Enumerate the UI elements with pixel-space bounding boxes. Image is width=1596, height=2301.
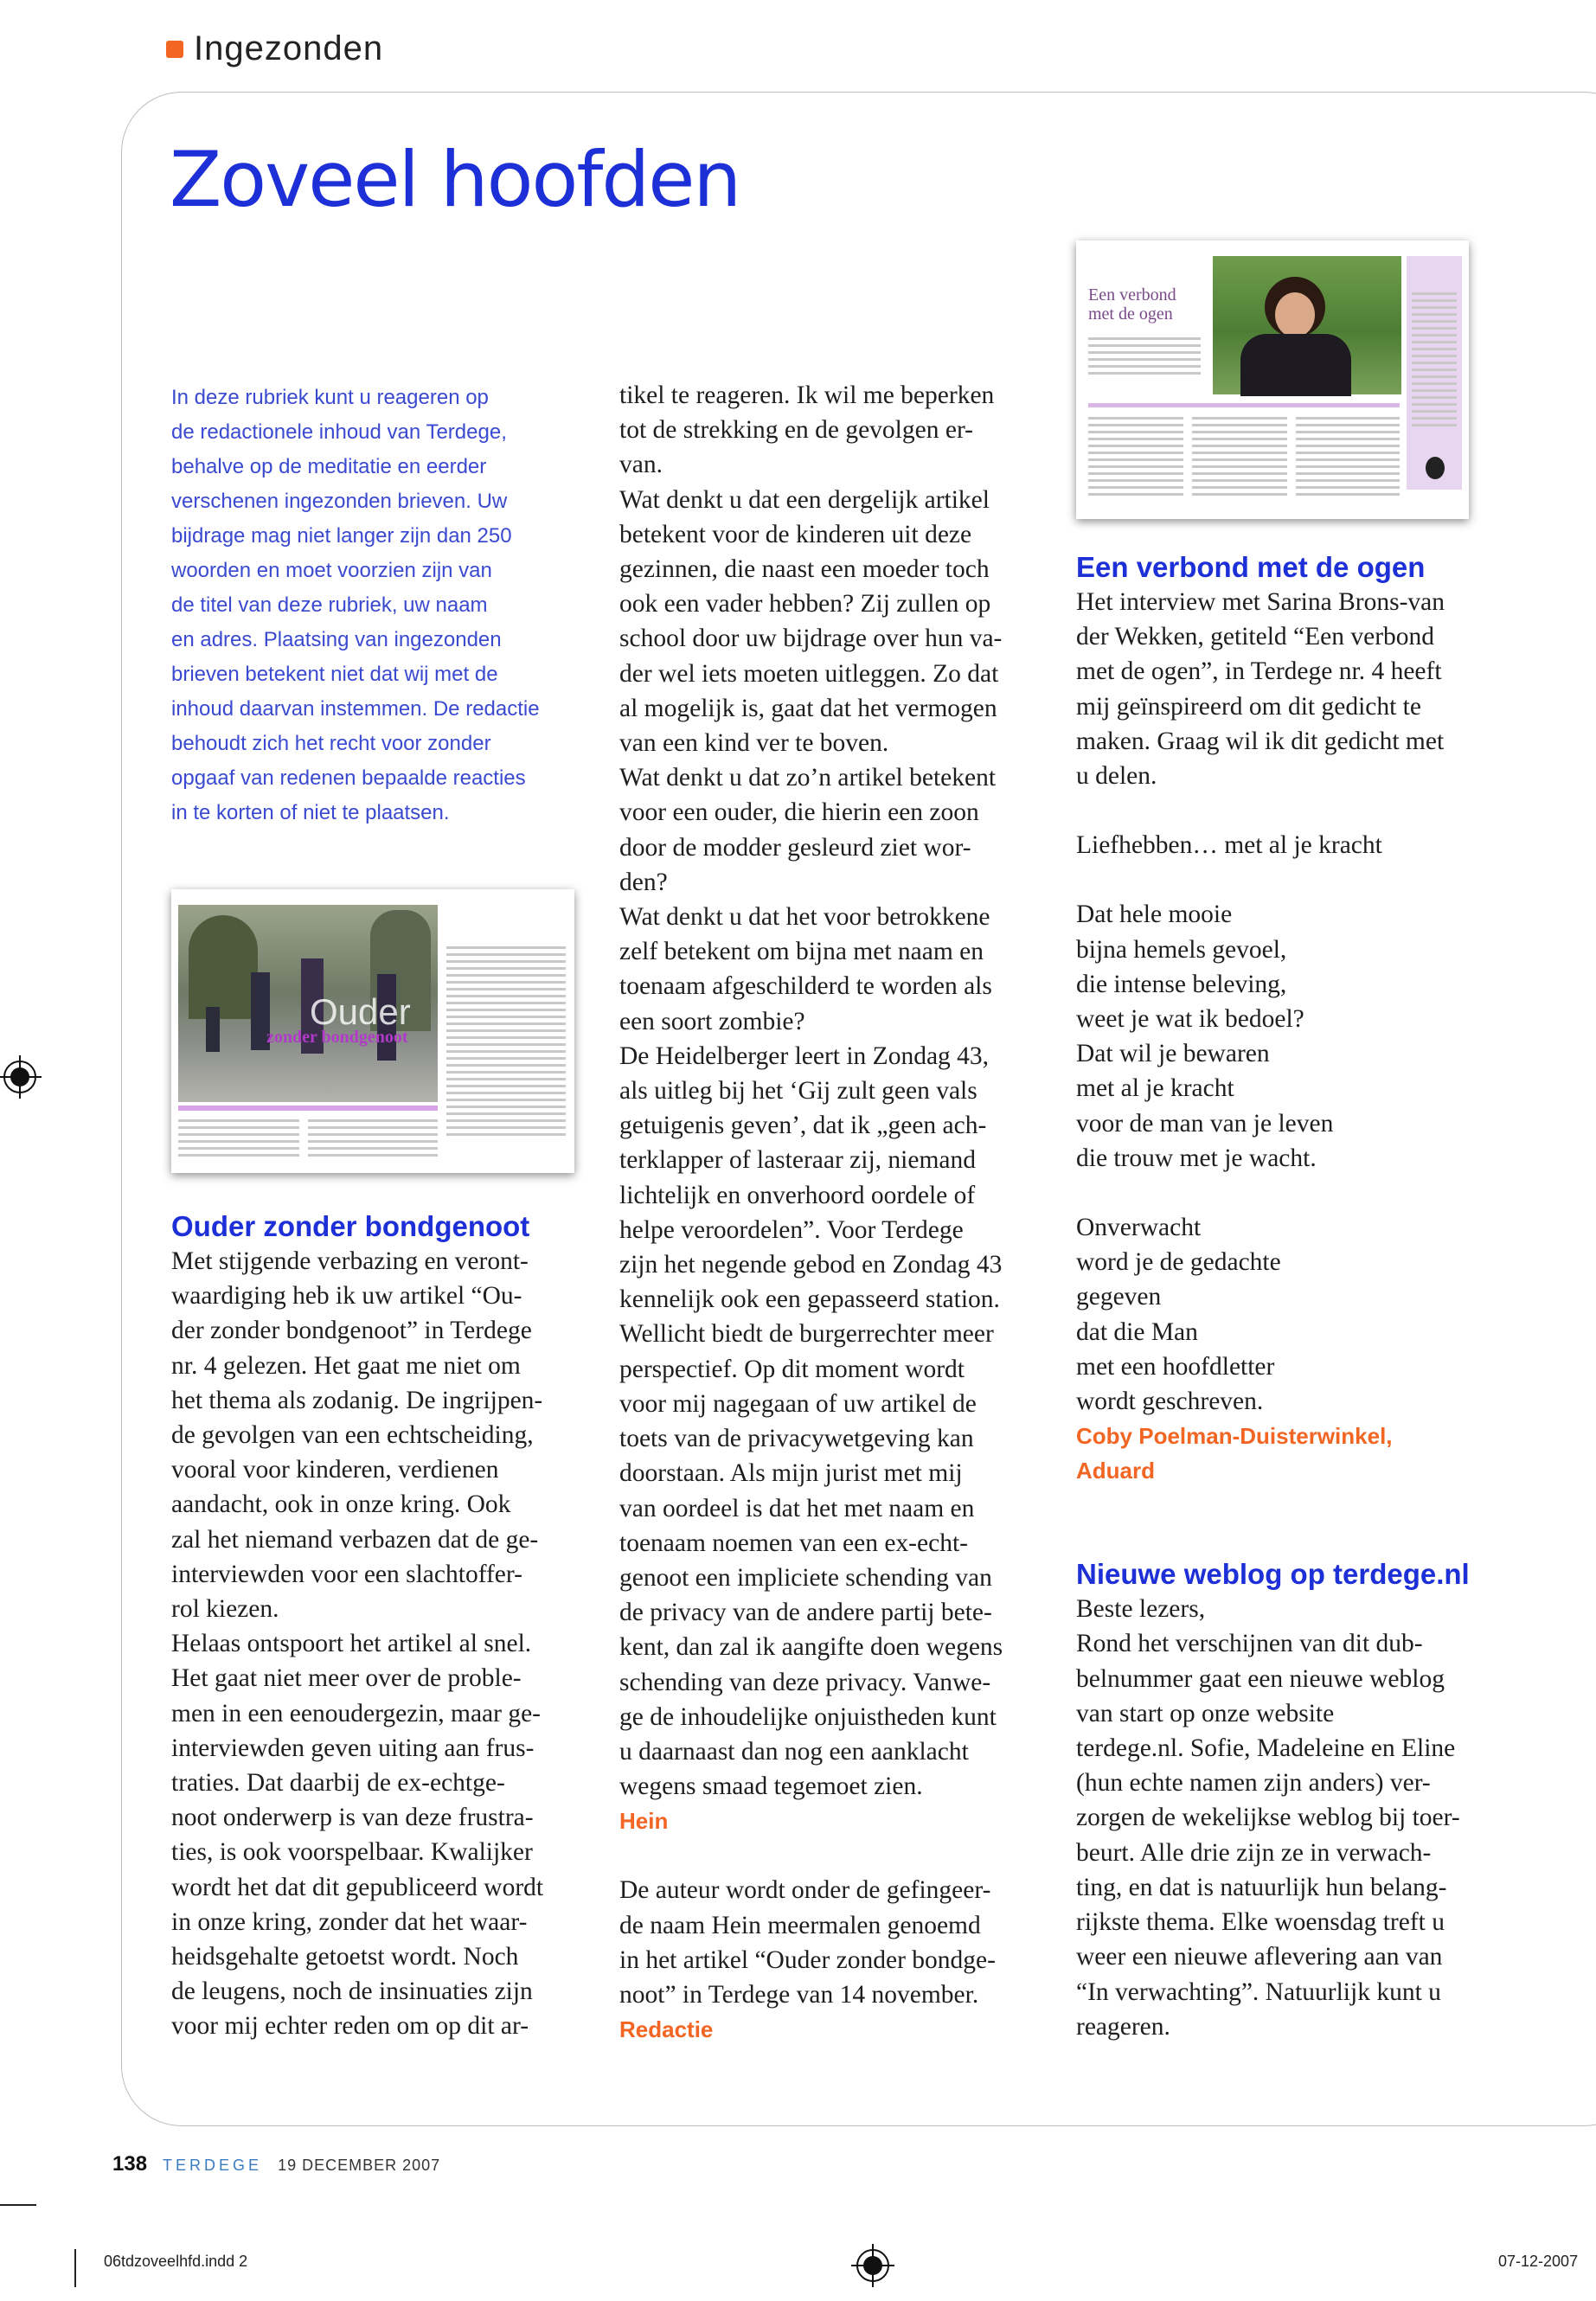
- body-line: Het gaat niet meer over de proble-: [171, 1664, 522, 1693]
- body-line: reageren.: [1076, 2012, 1170, 2041]
- page-title: Zoveel hoofden: [170, 135, 740, 224]
- body-line: maken. Graag wil ik dit gedicht met: [1076, 727, 1445, 755]
- intro-line: verschenen ingezonden brieven. Uw: [171, 490, 508, 513]
- letter1-body-part1: [171, 1244, 586, 2044]
- poem-line: word je de gedachte: [1076, 1248, 1281, 1277]
- note-line: in het artikel “Ouder zonder bondge-: [619, 1945, 996, 1974]
- body-line: van een kind ver te boven.: [619, 729, 889, 758]
- body-line: schending van deze privacy. Vanwe-: [619, 1668, 991, 1696]
- letter3-body: [1076, 1592, 1526, 2044]
- body-line: terklapper of lasteraar zij, niemand: [619, 1146, 976, 1175]
- body-line: ge de inhoudelijke onjuistheden kunt: [619, 1702, 997, 1731]
- signature-line: Coby Poelman-Duisterwinkel,: [1076, 1423, 1393, 1450]
- intro-line: behalve op de meditatie en eerder: [171, 455, 487, 478]
- intro-line: woorden en moet voorzien zijn van: [171, 559, 492, 582]
- body-line: aandacht, ook in onze kring. Ook: [171, 1490, 511, 1519]
- body-line: getuigenis geven’, dat ik „geen ach-: [619, 1112, 987, 1140]
- body-line: Wat denkt u dat het voor betrokkene: [619, 903, 990, 932]
- poem-stanza-1: [1076, 897, 1526, 1176]
- body-line: kent, dan zal ik aangifte doen wegens: [619, 1633, 1003, 1662]
- body-line: zorgen de wekelijkse weblog bij toer-: [1076, 1804, 1460, 1832]
- body-line: Beste lezers,: [1076, 1595, 1206, 1624]
- body-line: de leugens, noch de insinuaties zijn: [171, 1977, 533, 2006]
- body-line: toenaam afgeschilderd te worden als: [619, 972, 992, 1001]
- body-line: ook een vader hebben? Zij zullen op: [619, 590, 991, 619]
- poem-line: bijna hemels gevoel,: [1076, 935, 1287, 964]
- column3: [1076, 550, 1526, 2044]
- body-line: wegens smaad tegemoet zien.: [619, 1772, 923, 1801]
- body-line: ting, en dat is natuurlijk hun belang-: [1076, 1873, 1447, 1901]
- note-line: De auteur wordt onder de gefingeer-: [619, 1876, 991, 1905]
- body-line: met de ogen”, in Terdege nr. 4 heeft: [1076, 657, 1442, 686]
- letter1-heading: Ouder zonder bondgenoot: [171, 1210, 530, 1242]
- letter2-signature: [1076, 1419, 1526, 1488]
- page-number: 138: [112, 2152, 148, 2176]
- body-line: (hun echte namen zijn anders) ver-: [1076, 1769, 1431, 1798]
- letter2-body: [1076, 585, 1526, 793]
- poem-title: Liefhebben… met al je kracht: [1076, 831, 1382, 860]
- body-line: interviewden geven uiting aan frus-: [171, 1734, 535, 1762]
- body-line: wordt het dat dit gepubliceerd wordt: [171, 1873, 544, 1901]
- body-line: zelf betekent om bijna met naam en: [619, 938, 984, 966]
- body-line: nr. 4 gelezen. Het gaat me niet om: [171, 1351, 521, 1380]
- body-line: men in een eenoudergezin, maar ge-: [171, 1699, 542, 1727]
- section-label: [166, 29, 383, 68]
- body-line: kennelijk ook een gepasseerd station.: [619, 1285, 1000, 1314]
- letter1-body-part2: [619, 378, 1052, 1804]
- poem-stanza-2: [1076, 1210, 1526, 1419]
- letter3-heading: Nieuwe weblog op terdege.nl: [1076, 1558, 1470, 1591]
- poem-line: gegeven: [1076, 1283, 1162, 1311]
- intro-line: behoudt zich het recht voor zonder: [171, 732, 491, 755]
- thumb-title-word: Ouder: [310, 991, 411, 1032]
- body-line: terdege.nl. Sofie, Madeleine en Eline: [1076, 1734, 1456, 1763]
- editor-note: [619, 1873, 1052, 2012]
- body-line: Rond het verschijnen van dit dub-: [1076, 1630, 1423, 1658]
- poem-line: wordt geschreven.: [1076, 1388, 1264, 1416]
- thumb-subtitle: zonder bondgenoot: [266, 1028, 408, 1047]
- body-line: interviewden voor een slachtoffer-: [171, 1560, 522, 1588]
- body-line: van oordeel is dat het met naam en: [619, 1494, 975, 1522]
- body-line: tikel te reageren. Ik wil me beperken: [619, 381, 995, 409]
- body-line: beurt. Alle drie zijn ze in verwach-: [1076, 1838, 1432, 1867]
- body-line: al mogelijk is, gaat dat het vermogen: [619, 694, 997, 722]
- body-line: gezinnen, die naast een moeder toch: [619, 555, 990, 584]
- body-line: belnummer gaat een nieuwe weblog: [1076, 1664, 1445, 1693]
- body-line: helpe veroordelen”. Voor Terdege: [619, 1215, 964, 1244]
- body-line: u delen.: [1076, 762, 1157, 791]
- section-marker-icon: [166, 41, 183, 58]
- poem-line: weet je wat ik bedoel?: [1076, 1005, 1304, 1034]
- slug-date: 07-12-2007: [1498, 2253, 1579, 2270]
- body-line: traties. Dat daarbij de ex-echtge-: [171, 1769, 505, 1798]
- body-line: weer een nieuwe aflevering aan van: [1076, 1943, 1443, 1971]
- intro-line: in te korten of niet te plaatsen.: [171, 801, 450, 824]
- editor-note-signature: Redactie: [619, 2016, 714, 2043]
- body-line: “In verwachting”. Natuurlijk kunt u: [1076, 1977, 1441, 2006]
- letter1-column2: [619, 378, 1052, 2047]
- slug-filename: 06tdzoveelhfd.indd 2: [104, 2253, 248, 2270]
- poem-line: met een hoofdletter: [1076, 1352, 1275, 1381]
- poem-line: Dat wil je bewaren: [1076, 1040, 1270, 1068]
- body-line: der wel iets moeten uitleggen. Zo dat: [619, 659, 999, 688]
- body-line: perspectief. Op dit moment wordt: [619, 1355, 965, 1383]
- body-line: heidsgehalte getoetst wordt. Noch: [171, 1943, 519, 1971]
- poem-line: Dat hele mooie: [1076, 901, 1233, 929]
- body-line: vooral voor kinderen, verdienen: [171, 1456, 499, 1484]
- body-line: zal het niemand verbazen dat de ge-: [171, 1525, 539, 1554]
- body-line: als uitleg bij het ‘Gij zult geen vals: [619, 1077, 977, 1106]
- body-line: een soort zombie?: [619, 1007, 805, 1035]
- body-line: voor mij nagegaan of uw artikel de: [619, 1389, 977, 1418]
- page-footer: [112, 2152, 440, 2176]
- body-line: lichtelijk en onverhoord oordele of: [619, 1181, 976, 1209]
- body-line: het thema als zodanig. De ingrijpen-: [171, 1386, 543, 1414]
- body-line: ties, is ook voorspelbaar. Kwalijker: [171, 1838, 533, 1867]
- body-line: den?: [619, 868, 668, 896]
- signature-line: Aduard: [1076, 1458, 1155, 1484]
- section-label-text: Ingezonden: [194, 29, 384, 67]
- body-line: noot onderwerp is van deze frustra-: [171, 1804, 534, 1832]
- body-line: rijkste thema. Elke woensdag treft u: [1076, 1908, 1445, 1937]
- body-line: der Wekken, getiteld “Een verbond: [1076, 623, 1435, 651]
- intro-line: bijdrage mag niet langer zijn dan 250: [171, 524, 512, 548]
- intro-line: inhoud daarvan instemmen. De redactie: [171, 697, 540, 721]
- body-line: rol kiezen.: [171, 1595, 279, 1624]
- intro-line: de redactionele inhoud van Terdege,: [171, 420, 507, 444]
- poem-line: voor de man van je leven: [1076, 1109, 1334, 1138]
- registration-mark-icon: [3, 1061, 36, 1093]
- body-line: u daarnaast dan nog een aanklacht: [619, 1737, 969, 1766]
- letter2-heading: Een verbond met de ogen: [1076, 551, 1426, 583]
- body-line: zijn het negende gebod en Zondag 43: [619, 1251, 1003, 1279]
- letter1-column1: [171, 1209, 586, 2044]
- note-line: noot” in Terdege van 14 november.: [619, 1980, 979, 2009]
- intro-line: en adres. Plaatsing van ingezonden: [171, 628, 502, 651]
- intro-line: In deze rubriek kunt u reageren op: [171, 386, 489, 409]
- body-line: Het interview met Sarina Brons-van: [1076, 588, 1445, 616]
- body-line: Helaas ontspoort het artikel al snel.: [171, 1630, 532, 1658]
- body-line: de privacy van de andere partij bete-: [619, 1599, 992, 1627]
- intro-line: brieven betekent niet dat wij met de: [171, 663, 498, 686]
- poem-line: met al je kracht: [1076, 1074, 1234, 1103]
- body-line: tot de strekking en de gevolgen er-: [619, 416, 973, 445]
- poem-line: Onverwacht: [1076, 1214, 1202, 1242]
- body-line: genoot een impliciete schending van: [619, 1563, 992, 1592]
- body-line: toenaam noemen van een ex-echt-: [619, 1529, 968, 1557]
- intro-text: [171, 381, 586, 830]
- body-line: van start op onze website: [1076, 1699, 1335, 1727]
- body-line: der zonder bondgenoot” in Terdege: [171, 1317, 532, 1345]
- article-thumbnail-verbond: [1076, 240, 1469, 519]
- body-line: betekent voor de kinderen uit deze: [619, 520, 972, 548]
- letter1-signature: Hein: [619, 1808, 669, 1835]
- slug-rule: [74, 2249, 76, 2287]
- body-line: waardiging heb ik uw artikel “Ou-: [171, 1282, 522, 1311]
- body-line: voor mij echter reden om op dit ar-: [171, 2012, 529, 2041]
- body-line: mij geïnspireerd om dit gedicht te: [1076, 692, 1421, 721]
- body-line: in onze kring, zonder dat het waar-: [171, 1907, 528, 1936]
- body-line: school door uw bijdrage over hun va-: [619, 625, 1003, 653]
- issue-date: 19 DECEMBER 2007: [278, 2157, 441, 2174]
- intro-line: opgaaf van redenen bepaalde reacties: [171, 766, 526, 790]
- body-line: door de modder gesleurd ziet wor-: [619, 833, 971, 862]
- body-line: doorstaan. Als mijn jurist met mij: [619, 1459, 963, 1488]
- body-line: De Heidelberger leert in Zondag 43,: [619, 1042, 990, 1070]
- thumb-right-title: Een verbond met de ogen: [1088, 285, 1176, 324]
- body-line: Wat denkt u dat een dergelijk artikel: [619, 485, 990, 514]
- note-line: de naam Hein meermalen genoemd: [619, 1911, 981, 1939]
- registration-mark-icon: [856, 2249, 889, 2282]
- article-thumbnail-ouder: [171, 889, 574, 1173]
- body-line: toets van de privacywetgeving kan: [619, 1425, 974, 1453]
- body-line: de gevolgen van een echtscheiding,: [171, 1421, 534, 1450]
- body-line: voor een ouder, die hierin een zoon: [619, 798, 979, 827]
- body-line: Wellicht biedt de burgerrechter meer: [619, 1320, 994, 1349]
- poem-line: die trouw met je wacht.: [1076, 1144, 1317, 1172]
- intro-line: de titel van deze rubriek, uw naam: [171, 593, 488, 617]
- body-line: van.: [619, 451, 663, 479]
- poem-line: die intense beleving,: [1076, 970, 1287, 998]
- footer-rule: [0, 2204, 36, 2206]
- body-line: Met stijgende verbazing en veront-: [171, 1247, 529, 1275]
- magazine-name: TERDEGE: [163, 2157, 263, 2174]
- poem-line: dat die Man: [1076, 1317, 1198, 1346]
- body-line: Wat denkt u dat zo’n artikel betekent: [619, 764, 997, 792]
